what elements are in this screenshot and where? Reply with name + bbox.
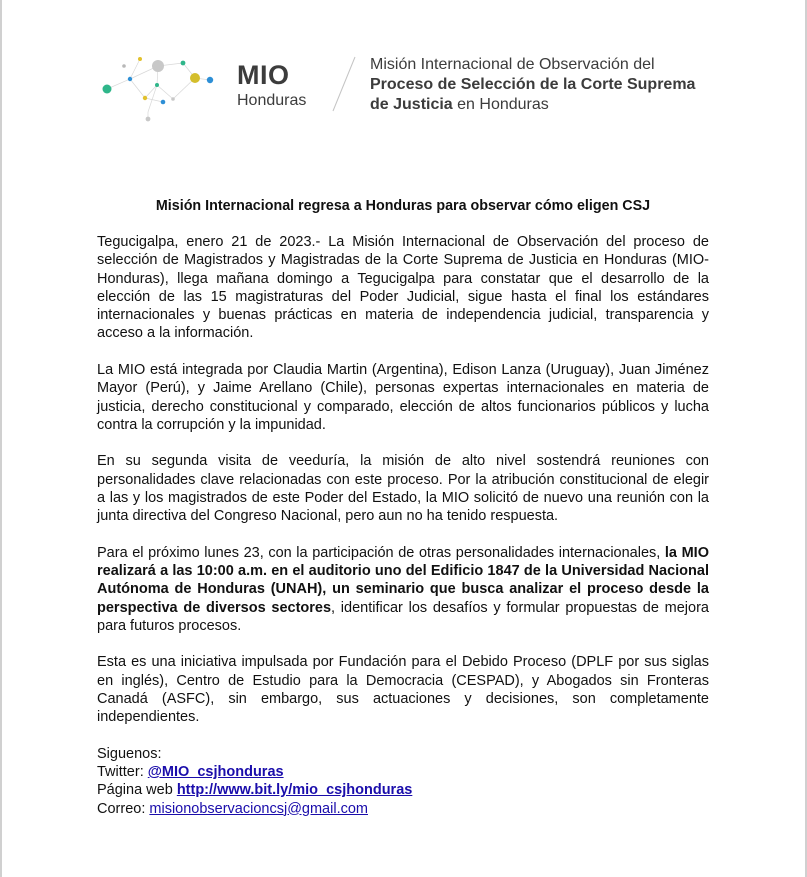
- twitter-link[interactable]: @MIO_csjhonduras: [147, 764, 284, 781]
- email-line: [97, 800, 709, 818]
- mission-line-3-bold: de Justicia: [370, 96, 453, 113]
- follow-label: Siguenos:: [97, 745, 162, 762]
- contact-block: [97, 745, 709, 818]
- logo-title: MIO: [237, 60, 290, 90]
- paragraph-5: Esta es una iniciativa impulsada por Fundación para el Debido Proceso (DPLF por sus siglas en inglés), Centro de Estudio para la Democracia (CESPAD), y Abogados sin Fronteras Canadá (ASFC), sin embargo, sus actuaciones y decisiones, son completamente independientes.: [97, 654, 709, 726]
- document-title: Misión Internacional regresa a Honduras para observar cómo eligen CSJ: [155, 198, 651, 214]
- email-label: Correo:: [97, 800, 150, 817]
- mission-line-1: Misión Internacional de Observación del: [370, 56, 655, 73]
- paragraph-4-rest: , identificar los desafíos y formular propuestas de mejora para futuros procesos.: [97, 599, 709, 634]
- paragraph-4: [97, 544, 709, 635]
- document-body: [97, 233, 709, 818]
- letterhead: [95, 50, 715, 125]
- web-line: [97, 781, 709, 799]
- mission-name: [370, 55, 695, 115]
- logo-subtitle: Honduras: [237, 92, 307, 109]
- page-border-left: [0, 0, 2, 877]
- mission-line-3-rest: en Honduras: [452, 96, 549, 113]
- mission-line-2: Proceso de Selección de la Corte Suprema: [370, 76, 696, 93]
- mission-line-3: [370, 95, 695, 115]
- paragraph-2: La MIO está integrada por Claudia Martin (Argentina), Edison Lanza (Uruguay), Juan Jiménez Mayor (Perú), y Jaime Arellano (Chile), personas expertas internacionales en materia de justicia, derecho constitucional y comparado, elección de altos funcionarios públicos y lucha contra la corrupción y la impunidad.: [97, 361, 709, 433]
- mio-logo-icon: [95, 50, 220, 125]
- paragraph-1: Tegucigalpa, enero 21 de 2023.- La Misión Internacional de Observación del proceso de selección de Magistrados y Magistradas de la Corte Suprema de Justicia en Honduras (MIO-Honduras), llega mañana domingo a Tegucigalpa para constatar que el desarrollo de la elección de las 15 magistraturas del Poder Judicial, sigue hasta el final los estándares internacionales y buenas prácticas en materia de independencia judicial, transparencia y acceso a la información.: [97, 234, 709, 342]
- paragraph-4-bold-2: el proceso desde la perspectiva de diversos sectores: [97, 581, 709, 616]
- paragraph-3: En su segunda visita de veeduría, la misión de alto nivel sostendrá reuniones con personalidades clave relacionadas con este proceso. Por la atribución constitucional de elegir a las y los magistrados de este Poder del Estado, la MIO solicitó de nuevo una reunión con la junta directiva del Congreso Nacional, pero aun no ha tenido respuesta.: [97, 453, 709, 525]
- email-link[interactable]: misionobservacioncsj@gmail.com: [149, 800, 368, 817]
- paragraph-4-intro: Para el próximo lunes 23, con la participación de otras personalidades internacionales,: [97, 544, 665, 561]
- twitter-label: Twitter:: [97, 764, 148, 781]
- paragraph-4-bold-1: la MIO realizará a las 10:00 a.m. en el auditorio uno del Edificio 1847 de la Universidad Nacional Autónoma de Honduras (UNAH), un seminario que busca analizar: [97, 544, 709, 598]
- twitter-line: [97, 763, 709, 781]
- header-divider: [331, 55, 357, 113]
- website-link[interactable]: http://www.bit.ly/mio_csjhonduras: [176, 782, 413, 799]
- web-label: Página web: [97, 782, 177, 799]
